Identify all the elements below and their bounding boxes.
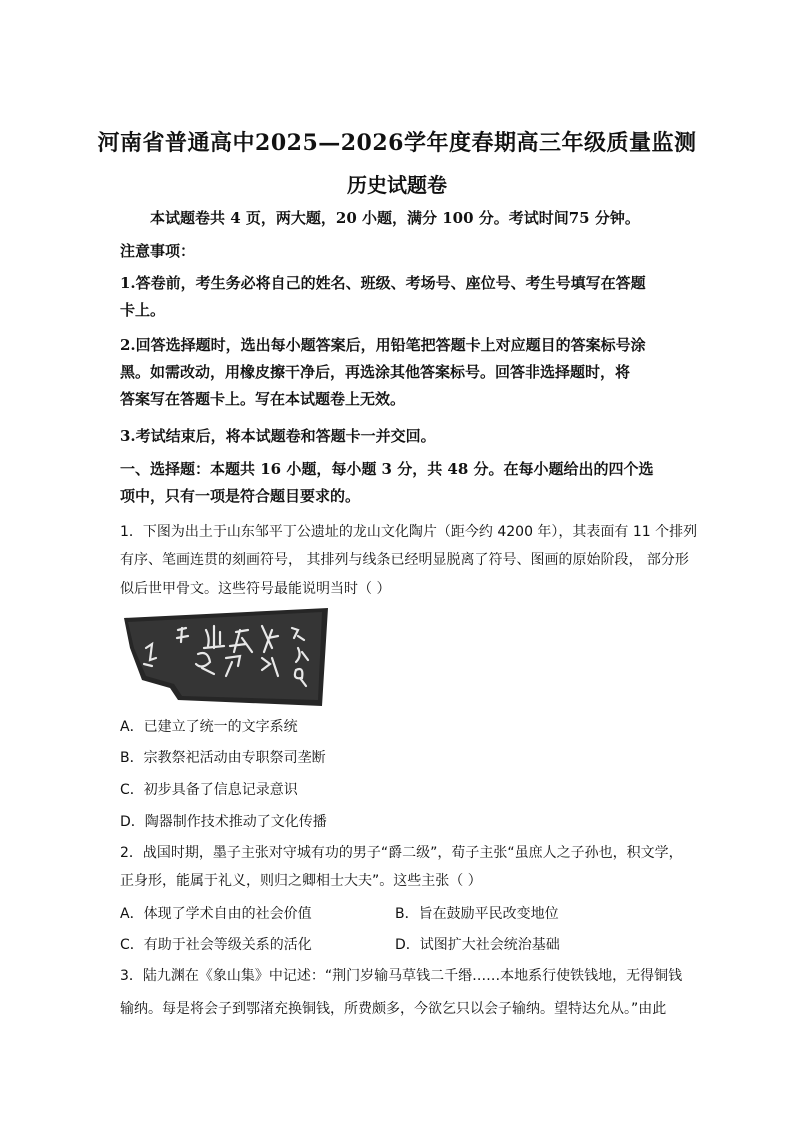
q1-option-d: D．陶器制作技术推动了文化传播 — [120, 814, 327, 830]
exam-intro: 本试题卷共 4 页，两大题，20 小题，满分 100 分。考试时间75 分钟。 — [150, 209, 640, 227]
notice-2-line-2: 黑。如需改动，用橡皮擦干净后，再选涂其他答案标号。回答非选择题时，将 — [120, 363, 631, 381]
q1-stem-line-2: 有序、笔画连贯的刻画符号， 其排列与线条已经明显脱离了符号、图画的原始阶段， 部分形 — [120, 552, 689, 568]
q3-stem-line-1: 3．陆九渊在《象山集》中记述：“荆门岁输马草钱二千缗……本地系行使铁钱地，无得铜钱 — [120, 968, 683, 984]
q1-stem-line-3: 似后世甲骨文。这些符号最能说明当时（ ） — [120, 581, 391, 597]
exam-title: 河南省普通高中2025—2026学年度春期高三年级质量监测 — [97, 130, 697, 156]
q1-stem-line-1: 1．下图为出土于山东邹平丁公遗址的龙山文化陶片（距今约 4200 年），其表面有 11 个排列 — [120, 524, 698, 540]
q1-option-a: A．已建立了统一的文字系统 — [120, 719, 298, 735]
section-1-heading-line-1: 一、选择题：本题共 16 小题，每小题 3 分，共 48 分。在每小题给出的四个选 — [120, 460, 654, 478]
q1-option-b: B．宗教祭祀活动由专职祭司垄断 — [120, 750, 326, 766]
q2-option-d: D．试图扩大社会统治基础 — [395, 937, 560, 953]
q2-stem-line-2: 正身形，能属于礼义，则归之卿相士大夫”。这些主张（ ） — [120, 873, 482, 889]
notice-2-line-3: 答案写在答题卡上。写在本试题卷上无效。 — [120, 390, 406, 408]
notice-heading: 注意事项： — [120, 242, 196, 260]
notice-1-line-1: 1.答卷前，考生务必将自己的姓名、班级、考场号、座位号、考生号填写在答题 — [120, 274, 646, 292]
notice-2-line-1: 2.回答选择题时，选出每小题答案后，用铅笔把答题卡上对应题目的答案标号涂 — [120, 336, 646, 354]
q2-option-c: C．有助于社会等级关系的活化 — [120, 937, 312, 953]
notice-1-line-2: 卡上。 — [120, 301, 166, 319]
q2-option-a: A．体现了学术自由的社会价值 — [120, 906, 312, 922]
notice-3-line-1: 3.考试结束后，将本试题卷和答题卡一并交回。 — [120, 427, 436, 445]
q2-stem-line-1: 2．战国时期，墨子主张对守城有功的男子“爵二级”，荀子主张“虽庶人之子孙也，积文学， — [120, 845, 683, 861]
exam-subtitle: 历史试题卷 — [347, 173, 447, 197]
section-1-heading-line-2: 项中，只有一项是符合题目要求的。 — [120, 487, 361, 505]
pottery-shard-image — [122, 608, 330, 708]
q3-stem-line-2: 输纳。每是将会子到鄂渚充换铜钱，所费颇多，今欲乞只以会子输纳。望特达允从。”由此 — [120, 1001, 667, 1017]
q1-option-c: C．初步具备了信息记录意识 — [120, 782, 298, 798]
q2-option-b: B．旨在鼓励平民改变地位 — [395, 906, 559, 922]
